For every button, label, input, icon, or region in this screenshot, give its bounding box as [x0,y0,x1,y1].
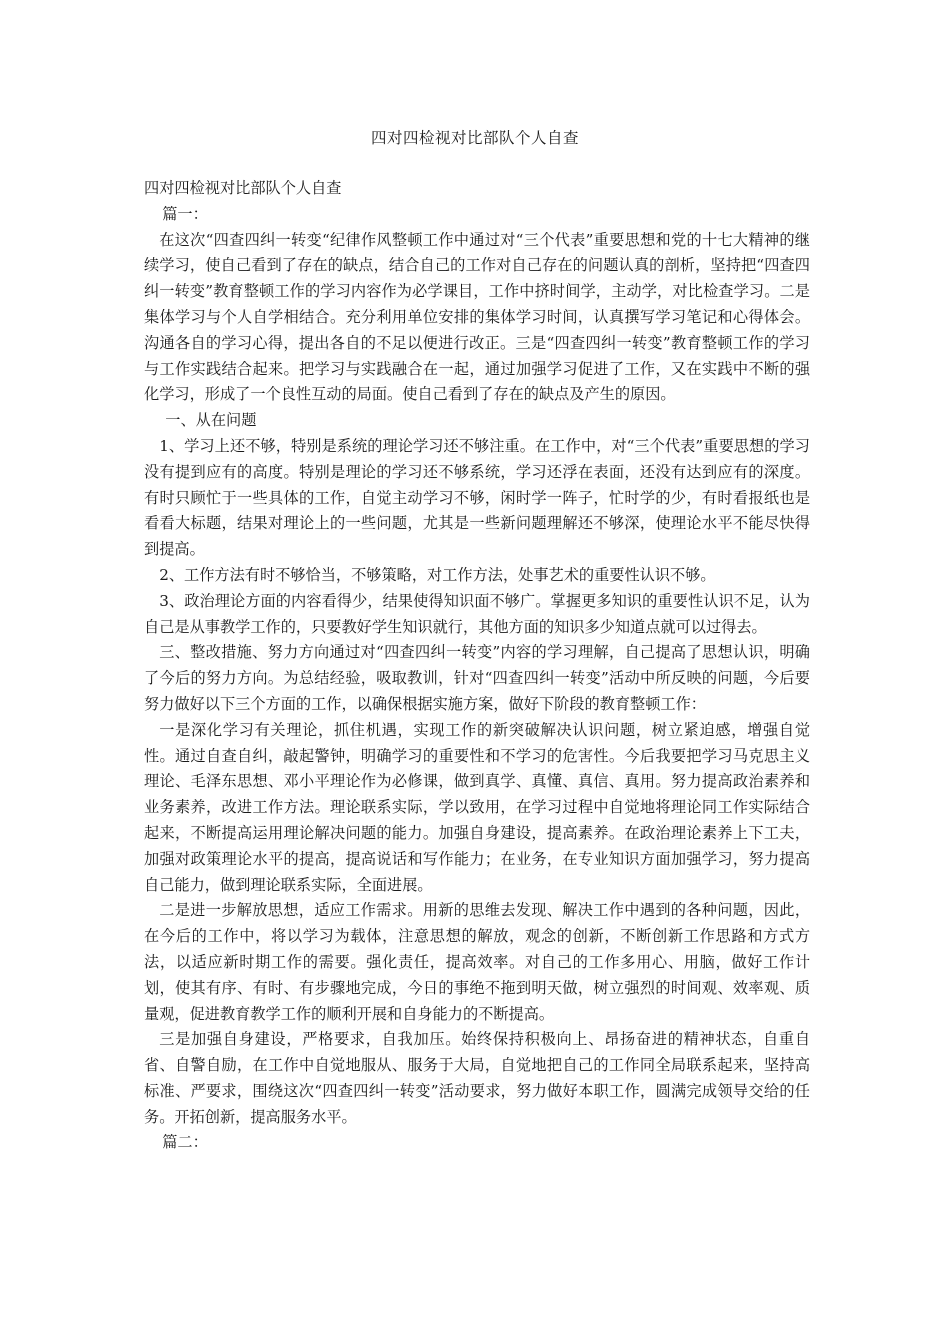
measure-paragraph-3: 三是加强自身建设，严格要求，自我加压。始终保持积极向上、昂扬奋进的精神状态，自重自省、自警自励，在工作中自觉地服从、服务于大局，自觉地把自己的工作同全局联系起来，坚持高标准、严要求，围绕这次“四查四纠一转变”活动要求，努力做好本职工作，圆满完成领导交给的任务。开拓创新，提高服务水平。 [144,1030,810,1126]
part-one-label: 篇一： [162,204,208,223]
rectification-paragraph: 三、整改措施、努力方向通过对“四查四纠一转变”内容的学习理解，自己提高了思想认识，明确了今后的努力方向。为总结经验，吸取教训，针对“四查四纠一转变”活动中所反映的问题，今后要努力做好以下三个方面的工作，以确保根据实施方案，做好下阶段的教育整顿工作： [144,643,810,713]
document-body [144,176,810,1156]
part-two-label: 篇二： [162,1133,208,1152]
document-title: 四对四检视对比部队个人自查 [370,129,579,147]
measure-paragraph-1: 一是深化学习有关理论，抓住机遇，实现工作的新突破解决认识问题，树立紧迫感，增强自觉性。通过自查自纠，敲起警钟，明确学习的重要性和不学习的危害性。今后我要把学习马克思主义理论、毛泽东思想、邓小平理论作为必修课，做到真学、真懂、真信、真用。努力提高政治素养和业务素养，改进工作方法。理论联系实际，学以致用，在学习过程中自觉地将理论同工作实际结合起来，不断提高运用理论解决问题的能力。加强自身建设，提高素养。在政治理论素养上下工夫，加强对政策理论水平的提高，提高说话和写作能力；在业务，在专业知识方面加强学习，努力提高自己能力，做到理论联系实际，全面进展。 [144,720,810,894]
intro-paragraph: 在这次“四查四纠一转变“纪律作风整顿工作中通过对“三个代表”重要思想和党的十七大精神的继续学习，使自己看到了存在的缺点，结合自己的工作对自己存在的问题认真的剖析，坚持把“四查四纠一转变”教育整顿工作的学习内容作为必学课目，工作中挤时间学，主动学，对比检查学习。二是集体学习与个人自学相结合。充分利用单位安排的集体学习时间，认真撰写学习笔记和心得体会。沟通各自的学习心得，提出各自的不足以便进行改正。三是“四查四纠一转变”教育整顿工作的学习与工作实践结合起来。把学习与实践融合在一起，通过加强学习促进了工作，又在实践中不断的强化学习，形成了一个良性互动的局面。使自己看到了存在的缺点及产生的原因。 [144,230,810,404]
problem-paragraph-3: 3、政治理论方面的内容看得少，结果使得知识面不够广。掌握更多知识的重要性认识不足，认为自己是从事教学工作的，只要教好学生知识就行，其他方面的知识多少知道点就可以过得去。 [144,591,810,636]
problem-paragraph-1: 1、学习上还不够，特别是系统的理论学习还不够注重。在工作中，对“三个代表”重要思想的学习没有提到应有的高度。特别是理论的学习还不够系统，学习还浮在表面，还没有达到应有的深度。有时只顾忙于一些具体的工作，自觉主动学习不够，闲时学一阵子，忙时学的少，有时看报纸也是看看大标题，结果对理论上的一些问题，尤其是一些新问题理解还不够深，使理论水平不能尽快得到提高。 [144,436,810,559]
problem-paragraph-2: 2、工作方法有时不够恰当，不够策略，对工作方法，处事艺术的重要性认识不够。 [159,565,716,584]
measure-paragraph-2: 二是进一步解放思想，适应工作需求。用新的思维去发现、解决工作中遇到的各种问题，因此，在今后的工作中，将以学习为载体，注意思想的解放，观念的创新，不断创新工作思路和方式方法，以适应新时期工作的需要。强化责任，提高效率。对自己的工作多用心、用脑，做好工作计划，使其有序、有时、有步骤地完成，今日的事绝不拖到明天做，树立强烈的时间观、效率观、质量观，促进教育教学工作的顺利开展和自身能力的不断提高。 [144,901,810,1023]
document-subtitle: 四对四检视对比部队个人自查 [144,179,342,197]
section-heading-problems: 一、从在问题 [165,411,257,430]
